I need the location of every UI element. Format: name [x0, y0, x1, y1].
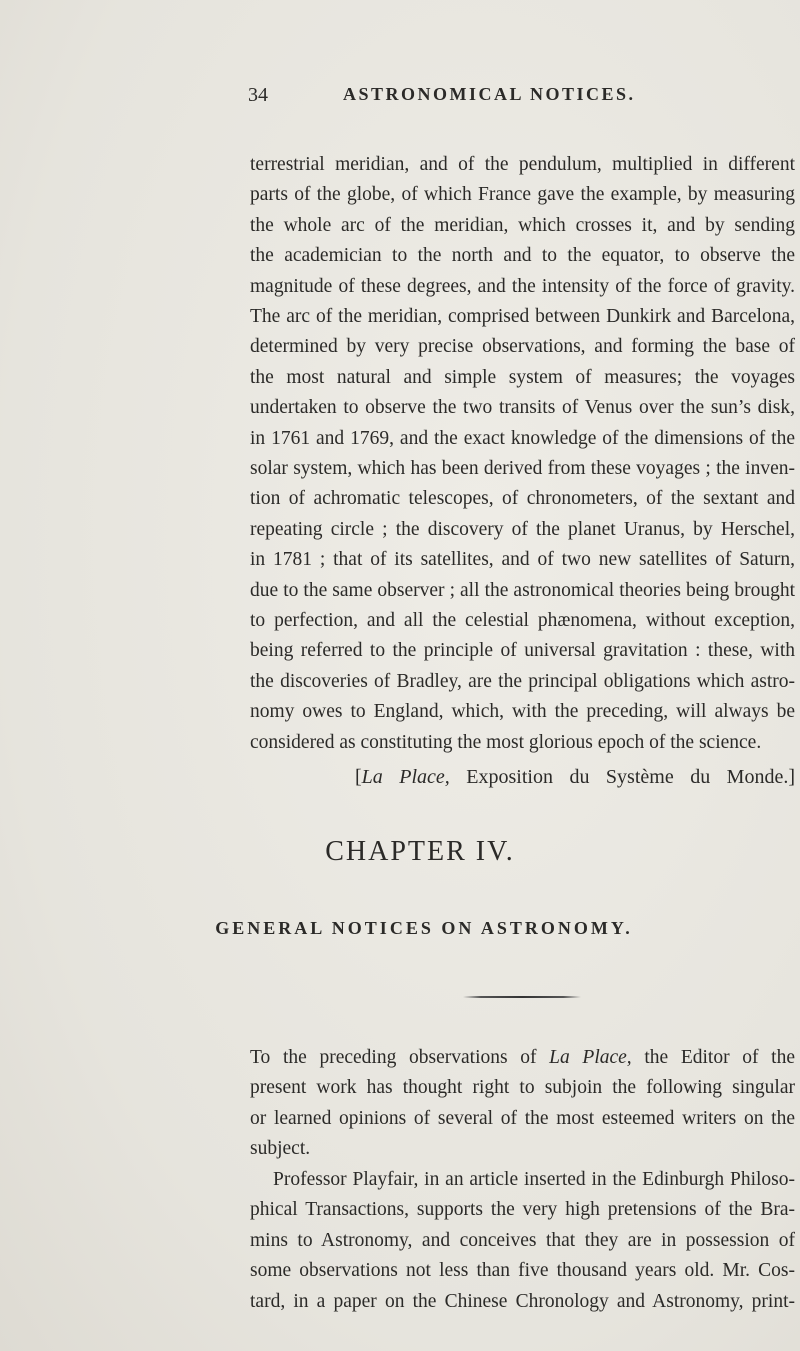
- citation: [355, 765, 795, 789]
- text-line: mins to Astronomy, and conceives that they are in possession of: [250, 1229, 795, 1251]
- text-line: nomy owes to England, which, with the preceding, will always be: [250, 701, 795, 723]
- text-line: considered as constituting the most glorious epoch of the science.: [250, 731, 762, 753]
- text-line: tion of achromatic telescopes, of chronometers, of the sextant and: [250, 488, 795, 510]
- text-line: present work has thought right to subjoin the following singular: [250, 1077, 795, 1098]
- text-line: terrestrial meridian, and of the pendulum, multiplied in different: [250, 154, 795, 175]
- page-number: 34: [248, 84, 268, 106]
- text-line: repeating circle ; the discovery of the planet Uranus, by Herschel,: [250, 518, 795, 540]
- text-line: phical Transactions, supports the very high pretensions of the Bra-: [250, 1199, 795, 1221]
- paragraph-2-first-line: [250, 1046, 795, 1070]
- text-line: or learned opinions of several of the most esteemed writers on the: [250, 1107, 795, 1129]
- text-line: due to the same observer ; all the astronomical theories being brought: [250, 579, 795, 601]
- text-line: the most natural and simple system of measures; the voyages: [250, 366, 795, 388]
- text-line: Professor Playfair, in an article inserted in the Edinburgh Philoso-: [273, 1169, 795, 1190]
- text-line: determined by very precise observations, and forming the base of: [250, 336, 795, 358]
- citation-work: Exposition du Système du Monde.]: [466, 766, 795, 788]
- text-line: parts of the globe, of which France gave the example, by measuring: [250, 184, 795, 206]
- text-line: being referred to the principle of universal gravitation : these, with: [250, 640, 795, 662]
- text: the Editor of the: [644, 1047, 795, 1068]
- citation-bracket: [: [355, 766, 362, 788]
- running-title: ASTRONOMICAL NOTICES.: [343, 84, 636, 104]
- chapter-subtitle: GENERAL NOTICES ON ASTRONOMY.: [215, 918, 633, 938]
- italic-name: La Place,: [549, 1047, 632, 1068]
- text-line: subject.: [250, 1138, 311, 1159]
- text-line: undertaken to observe the two transits of Venus over the sun’s disk,: [250, 397, 795, 419]
- text-line: some observations not less than five thousand years old. Mr. Cos-: [250, 1260, 795, 1282]
- text-line: the discoveries of Bradley, are the principal obligations which astro-: [250, 670, 795, 692]
- ornamental-rule: [463, 996, 581, 998]
- text-line: in 1781 ; that of its satellites, and of two new satellites of Saturn,: [250, 549, 795, 571]
- running-header: [248, 84, 796, 114]
- text-line: to perfection, and all the celestial phænomena, without exception,: [250, 610, 795, 631]
- text-line: in 1761 and 1769, and the exact knowledge of the dimensions of the: [250, 427, 795, 449]
- text-line: the whole arc of the meridian, which crosses it, and by sending: [250, 214, 795, 236]
- chapter-title: CHAPTER IV.: [325, 836, 515, 867]
- text: To the preceding observations of: [250, 1047, 537, 1068]
- citation-author: La Place,: [361, 766, 450, 788]
- text-line: solar system, which has been derived from these voyages ; the inven-: [250, 458, 795, 479]
- text-line: the academician to the north and to the equator, to observe the: [250, 245, 795, 267]
- text-line: The arc of the meridian, comprised between Dunkirk and Barcelona,: [250, 306, 795, 327]
- text-line: magnitude of these degrees, and the intensity of the force of gravity.: [250, 275, 795, 297]
- text-line: tard, in a paper on the Chinese Chronology and Astronomy, print-: [250, 1290, 795, 1312]
